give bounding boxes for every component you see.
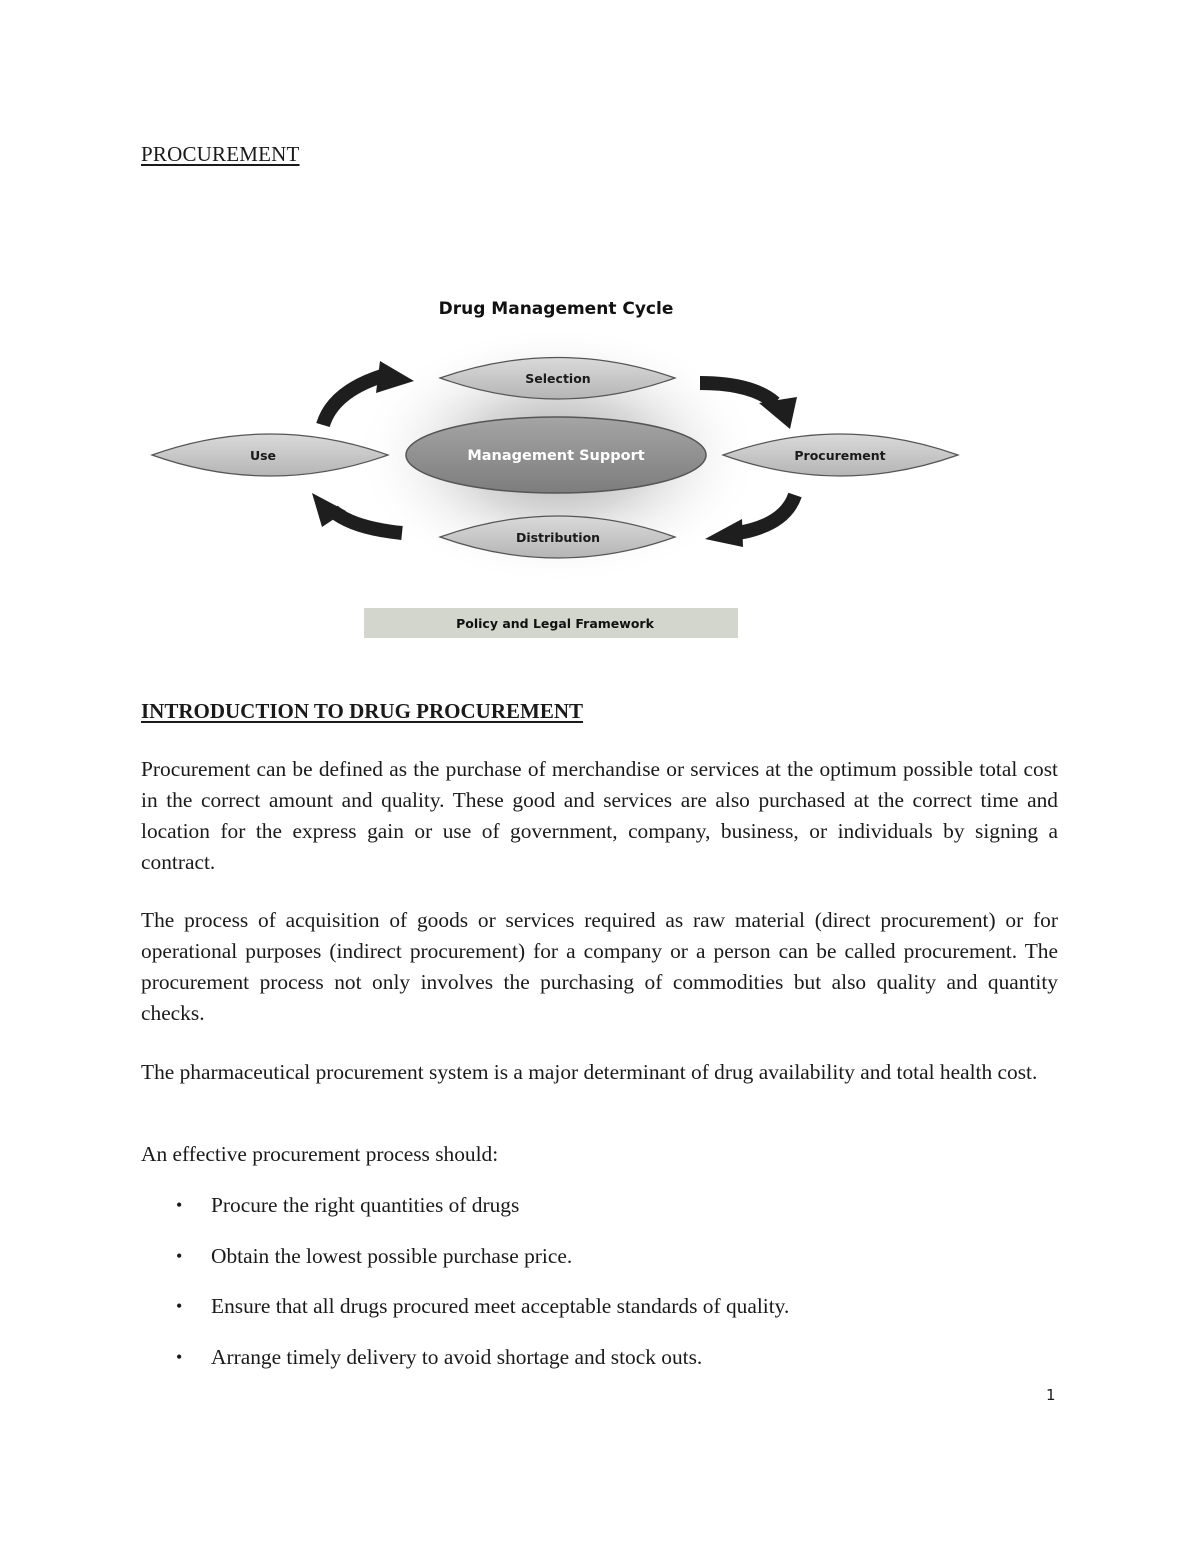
bullet-icon: • — [176, 1195, 183, 1215]
list-item: • Procure the right quantities of drugs — [141, 1190, 789, 1221]
drug-management-cycle-diagram — [140, 285, 980, 650]
diagram-title: Drug Management Cycle — [438, 299, 674, 319]
center-node-label: Management Support — [467, 448, 645, 464]
paragraph-pharmaceutical: The pharmaceutical procurement system is a major determinant of drug availability and total health cost. — [141, 1060, 1038, 1084]
effective-process-list — [141, 1190, 789, 1392]
procurement-label: Procurement — [794, 448, 886, 463]
section-heading-intro: INTRODUCTION TO DRUG PROCUREMENT — [141, 699, 584, 723]
distribution-label: Distribution — [515, 530, 601, 545]
page-number: 1 — [1046, 1386, 1056, 1404]
list-item: • Obtain the lowest possible purchase price. — [141, 1241, 789, 1272]
policy-framework-label: Policy and Legal Framework — [456, 616, 654, 631]
paragraph-effective-intro: An effective procurement process should: — [141, 1142, 499, 1166]
selection-label: Selection — [525, 371, 591, 386]
use-label: Use — [249, 448, 277, 463]
paragraph-definition: Procurement can be defined as the purchase of merchandise or services at the optimum possible total cost in the correct amount and quality. These good and services are also purchased at the correct time and location for the express gain or use of government, company, business, or individuals by signing a contract. — [141, 757, 1058, 874]
list-item: • Arrange timely delivery to avoid shortage and stock outs. — [141, 1342, 789, 1373]
paragraph-process: The process of acquisition of goods or services required as raw material (direct procurement) or for operational purposes (indirect procurement) for a company or a person can be called procurement. The procurement process not only involves the purchasing of commodities but also quality and quantity checks. — [141, 908, 1058, 1025]
bullet-icon: • — [176, 1346, 183, 1367]
bullet-icon: • — [176, 1245, 183, 1266]
list-item: • Ensure that all drugs procured meet acceptable standards of quality. — [141, 1291, 789, 1322]
bullet-icon: • — [176, 1296, 183, 1316]
page-title: PROCUREMENT — [141, 142, 300, 166]
